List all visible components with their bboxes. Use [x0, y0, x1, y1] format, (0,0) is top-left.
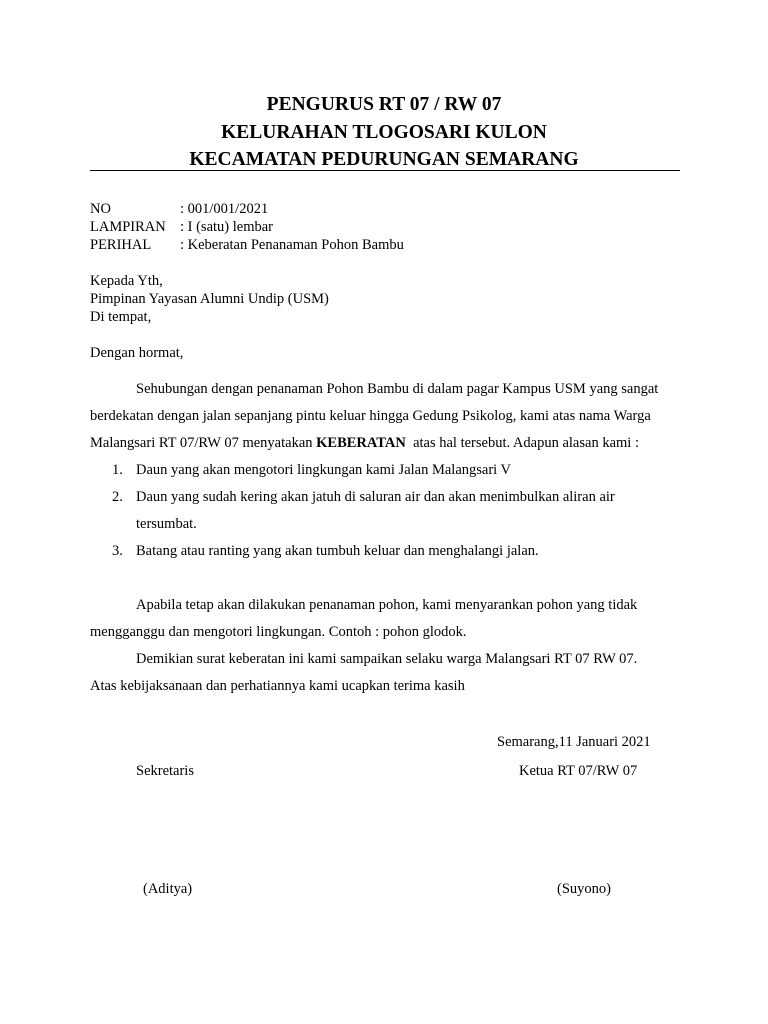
meta-label-lampiran: LAMPIRAN: [90, 219, 166, 235]
recipient-line-1: Kepada Yth,: [90, 273, 163, 289]
paragraph3-line-1: Demikian surat keberatan ini kami sampaikan selaku warga Malangsari RT 07 RW 07.: [136, 651, 638, 667]
signatory-right-title: Ketua RT 07/RW 07: [519, 763, 638, 779]
meta-label-perihal: PERIHAL: [90, 237, 152, 253]
reason-3-number: 3.: [112, 543, 123, 559]
reason-2-text: Daun yang sudah kering akan jatuh di saluran air dan akan menimbulkan aliran air: [136, 489, 615, 505]
keberatan-emphasis: KEBERATAN: [316, 435, 406, 451]
signatory-left-title: Sekretaris: [136, 763, 194, 779]
signatory-left-name: (Aditya): [143, 881, 193, 897]
recipient-line-3: Di tempat,: [90, 309, 152, 325]
recipient-line-2: Pimpinan Yayasan Alumni Undip (USM): [90, 291, 329, 307]
paragraph1-line-3: [90, 434, 639, 452]
meta-value-lampiran: : I (satu) lembar: [180, 219, 274, 235]
paragraph1-line-1: Sehubungan dengan penanaman Pohon Bambu di dalam pagar Kampus USM yang sangat: [136, 381, 659, 397]
letterhead-line-3: KECAMATAN PEDURUNGAN SEMARANG: [189, 149, 579, 170]
letterhead-divider: [90, 170, 680, 171]
meta-value-no: : 001/001/2021: [180, 201, 269, 217]
reason-2-continuation: tersumbat.: [136, 516, 197, 532]
reason-2-number: 2.: [112, 489, 123, 505]
paragraph1-text-after: atas hal tersebut. Adapun alasan kami :: [405, 435, 639, 451]
place-date: Semarang,11 Januari 2021: [497, 734, 651, 750]
reason-3-text: Batang atau ranting yang akan tumbuh keluar dan menghalangi jalan.: [136, 543, 539, 559]
paragraph2-line-2: mengganggu dan mengotori lingkungan. Contoh : pohon glodok.: [90, 624, 467, 640]
signatory-right-name: (Suyono): [557, 881, 611, 897]
paragraph1-line-2: berdekatan dengan jalan sepanjang pintu keluar hingga Gedung Psikolog, kami atas nama Warga: [90, 408, 651, 424]
paragraph2-line-1: Apabila tetap akan dilakukan penanaman pohon, kami menyarankan pohon yang tidak: [136, 597, 638, 613]
paragraph3-line-2: Atas kebijaksanaan dan perhatiannya kami ucapkan terima kasih: [90, 678, 465, 694]
reason-1-text: Daun yang akan mengotori lingkungan kami Jalan Malangsari V: [136, 462, 512, 478]
letterhead-line-1: PENGURUS RT 07 / RW 07: [266, 94, 502, 115]
letterhead-line-2: KELURAHAN TLOGOSARI KULON: [221, 122, 547, 143]
greeting: Dengan hormat,: [90, 345, 184, 361]
meta-value-perihal: : Keberatan Penanaman Pohon Bambu: [180, 237, 404, 253]
reason-1-number: 1.: [112, 462, 123, 478]
paragraph1-text-before: Malangsari RT 07/RW 07 menyatakan: [90, 435, 317, 451]
meta-label-no: NO: [90, 201, 111, 217]
